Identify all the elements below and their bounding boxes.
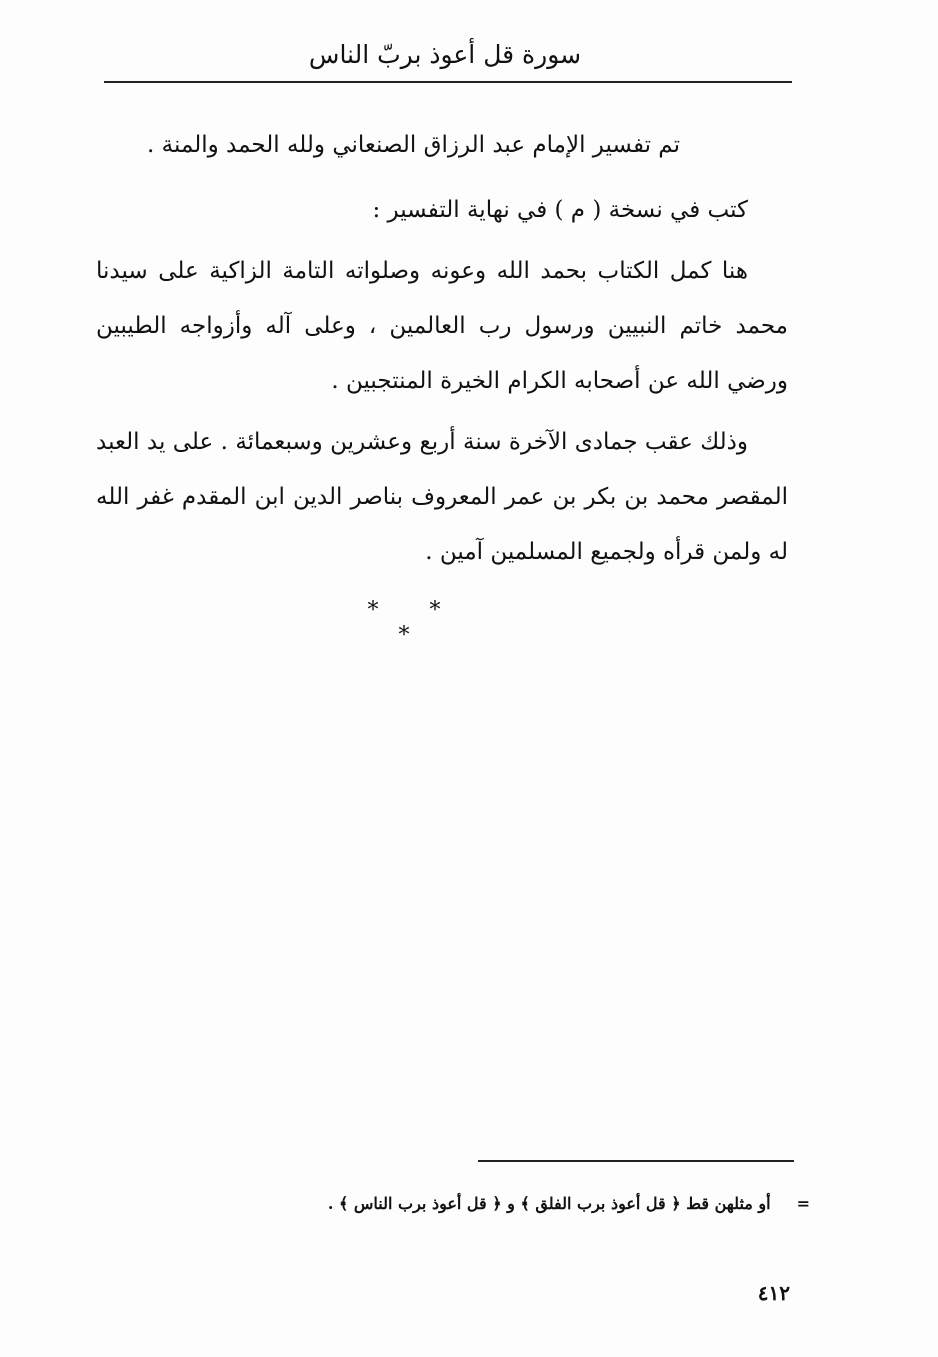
copy-note: كتب في نسخة ( م ) في نهاية التفسير :	[372, 197, 748, 223]
footnote-rule	[478, 1160, 794, 1162]
colophon-paragraph: هنا كمل الكتاب بحمد الله وعونه وصلواته التامة الزاكية على سيدنا محمد خاتم النبيين ورسول رب العالمين ، وعلى آله وأزواجه الطيبين ورضي الله عن أصحابه الكرام الخيرة المنتجبين .	[96, 258, 788, 394]
main-text	[96, 118, 788, 580]
footnote-continuation-mark: =	[796, 1194, 810, 1213]
scribe-date-paragraph: وذلك عقب جمادى الآخرة سنة أربع وعشرين وسبعمائة . على يد العبد المقصر محمد بن بكر بن عمر المعروف بناصر الدين ابن المقدم غفر الله له ولمن قرأه ولجميع المسلمين آمين .	[96, 429, 788, 565]
section-separator: * * *	[367, 598, 463, 648]
header-rule	[104, 81, 792, 83]
page-number: ٤١٢	[757, 1281, 790, 1305]
footnote	[270, 1190, 810, 1218]
closing-line: تم تفسير الإمام عبد الرزاق الصنعاني ولله الحمد والمنة .	[147, 132, 680, 158]
running-title: سورة قل أعوذ بربّ الناس	[308, 40, 582, 69]
footnote-text: أو مثلهن قط ﴿ قل أعوذ برب الفلق ﴾ و ﴿ قل أعوذ برب الناس ﴾ .	[327, 1194, 771, 1213]
